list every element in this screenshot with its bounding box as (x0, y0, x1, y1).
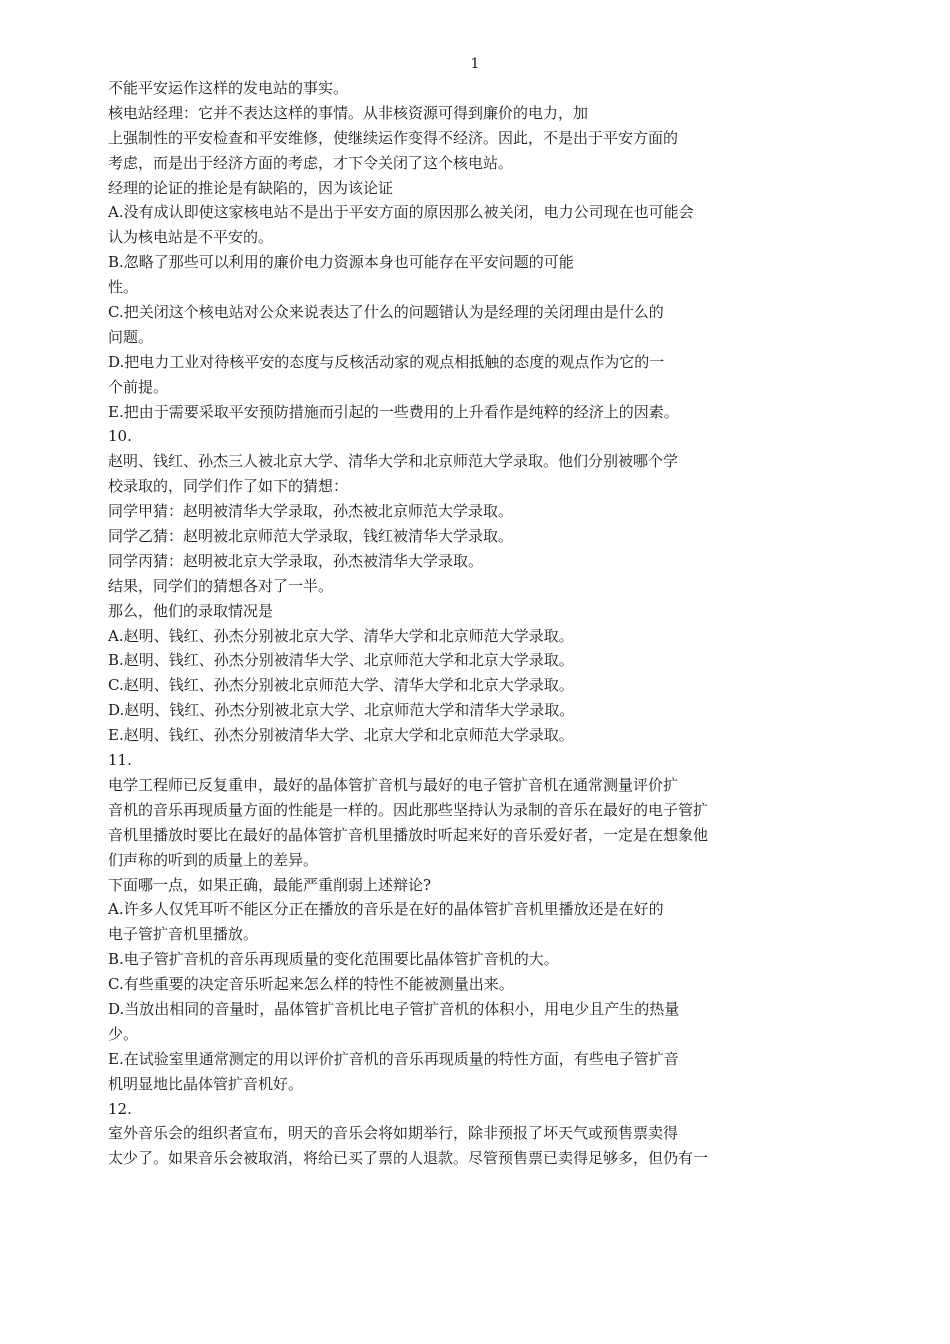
text-line: 那么，他们的录取情况是 (108, 601, 274, 620)
text-line: A.没有成认即使这家核电站不是出于平安方面的原因那么被关闭，电力公司现在也可能会 (108, 203, 694, 222)
text-line: 12. (108, 1099, 132, 1118)
text-line: 音机里播放时要比在最好的晶体管扩音机里播放时听起来好的音乐爱好者，一定是在想象他 (108, 825, 709, 844)
text-line: E.赵明、钱红、孙杰分别被清华大学、北京大学和北京师范大学录取。 (108, 726, 574, 745)
text-line: B.忽略了那些可以利用的廉价电力资源本身也可能存在平安问题的可能 (108, 253, 574, 272)
text-line: 11. (108, 751, 132, 770)
text-line: 下面哪一点，如果正确，最能严重削弱上述辩论? (108, 875, 432, 894)
text-line: 上强制性的平安检查和平安维修，使继续运作变得不经济。因此，不是出于平安方面的 (108, 128, 679, 147)
text-line: B.赵明、钱红、孙杰分别被清华大学、北京师范大学和北京大学录取。 (108, 651, 574, 670)
text-line: 10. (108, 427, 132, 446)
text-line: 室外音乐会的组织者宣布，明天的音乐会将如期举行，除非预报了坏天气或预售票卖得 (108, 1124, 679, 1143)
document-body (108, 76, 798, 1171)
text-line: D.把电力工业对待核平安的态度与反核活动家的观点相抵触的态度的观点作为它的一 (108, 352, 665, 371)
page-number: 1 (470, 56, 480, 72)
text-line: 太少了。如果音乐会被取消，将给已买了票的人退款。尽管预售票已卖得足够多，但仍有一 (108, 1149, 709, 1168)
text-line: 同学甲猜：赵明被清华大学录取，孙杰被北京师范大学录取。 (108, 502, 514, 521)
text-line: 少。 (108, 1024, 139, 1043)
text-line: E.把由于需要采取平安预防措施而引起的一些费用的上升看作是纯粹的经济上的因素。 (108, 402, 679, 421)
text-line: C.有些重要的决定音乐听起来怎么样的特性不能被测量出来。 (108, 975, 514, 994)
text-line: 机明显地比晶体管扩音机好。 (108, 1074, 304, 1093)
text-line: 核电站经理：它并不表达这样的事情。从非核资源可得到廉价的电力，加 (108, 103, 589, 122)
text-line: D.赵明、钱红、孙杰分别被北京大学、北京师范大学和清华大学录取。 (108, 701, 575, 720)
text-line: B.电子管扩音机的音乐再现质量的变化范围要比晶体管扩音机的大。 (108, 950, 559, 969)
text-line: 电子管扩音机里播放。 (108, 925, 259, 944)
text-line: 们声称的听到的质量上的差异。 (108, 850, 319, 869)
text-line: 同学丙猜：赵明被北京大学录取，孙杰被清华大学录取。 (108, 551, 484, 570)
text-line: 赵明、钱红、孙杰三人被北京大学、清华大学和北京师范大学录取。他们分别被哪个学 (108, 452, 679, 471)
text-line: A.许多人仅凭耳听不能区分正在播放的音乐是在好的晶体管扩音机里播放还是在好的 (108, 900, 664, 919)
text-line: A.赵明、钱红、孙杰分别被北京大学、清华大学和北京师范大学录取。 (108, 626, 574, 645)
text-line: 个前提。 (108, 377, 169, 396)
text-line: D.当放出相同的音量时，晶体管扩音机比电子管扩音机的体积小，用电少且产生的热量 (108, 999, 680, 1018)
text-line: C.赵明、钱红、孙杰分别被北京师范大学、清华大学和北京大学录取。 (108, 676, 574, 695)
text-line: 问题。 (108, 327, 154, 346)
text-line: C.把关闭这个核电站对公众来说表达了什么的问题错认为是经理的关闭理由是什么的 (108, 303, 664, 322)
text-line: 考虑，而是出于经济方面的考虑，才下令关闭了这个核电站。 (108, 153, 514, 172)
text-line: 同学乙猜：赵明被北京师范大学录取，钱红被清华大学录取。 (108, 527, 514, 546)
text-line: 电学工程师已反复重申，最好的晶体管扩音机与最好的电子管扩音机在通常测量评价扩 (108, 775, 679, 794)
text-line: 结果，同学们的猜想各对了一半。 (108, 576, 334, 595)
text-line: 性。 (108, 278, 139, 297)
text-line: 校录取的，同学们作了如下的猜想： (108, 477, 349, 496)
text-line: 经理的论证的推论是有缺陷的，因为该论证 (108, 178, 394, 197)
text-line: 不能平安运作这样的发电站的事实。 (108, 79, 349, 97)
text-line: E.在试验室里通常测定的用以评价扩音机的音乐再现质量的特性方面，有些电子管扩音 (108, 1049, 679, 1068)
text-line: 音机的音乐再现质量方面的性能是一样的。因此那些坚持认为录制的音乐在最好的电子管扩 (108, 800, 709, 819)
text-line: 认为核电站是不平安的。 (108, 228, 274, 247)
